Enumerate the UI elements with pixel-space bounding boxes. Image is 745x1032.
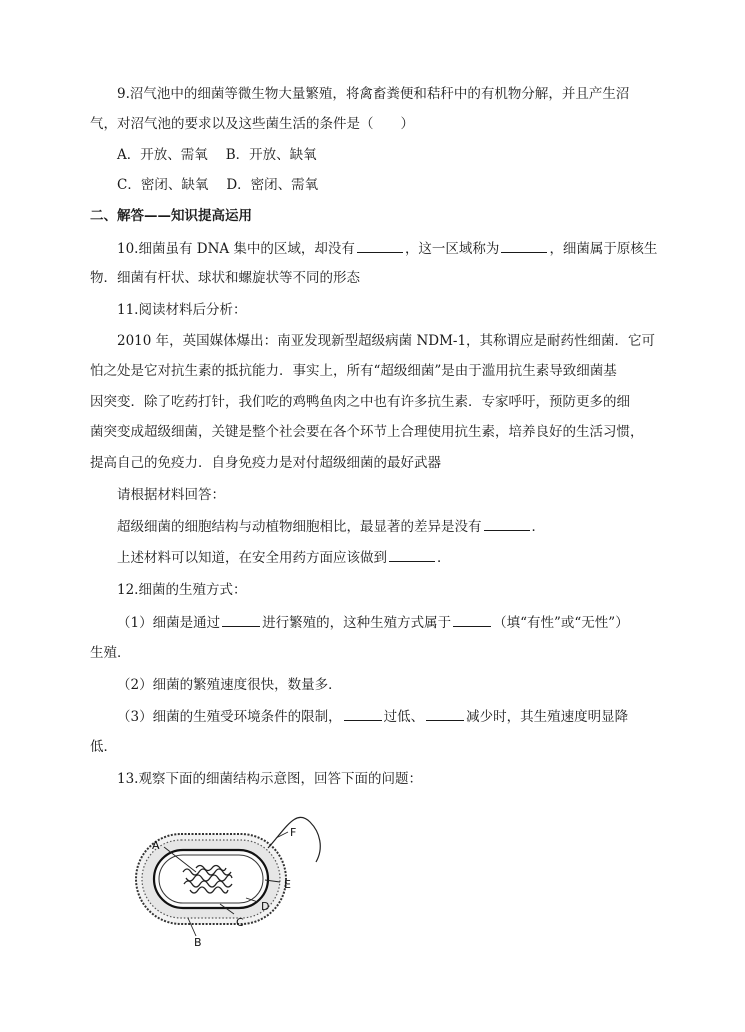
q11-answer-2 xyxy=(117,547,707,568)
leader-line-f xyxy=(276,832,288,838)
q11-ask: 请根据材料回答： xyxy=(117,487,225,503)
q11-material-1: 2010 年，英国媒体爆出：南亚发现新型超级病菌 NDM-1，其称谓应是耐药性细菌．它可 xyxy=(117,333,656,349)
q9-line2: 气，对沼气池的要求以及这些菌生活的条件是（ ） xyxy=(90,116,414,132)
q10-line2: 物．细菌有杆状、球状和螺旋状等不同的形态 xyxy=(90,270,360,286)
q12-blank-1[interactable] xyxy=(222,612,260,627)
bacterium-cell-membrane xyxy=(159,855,263,903)
q10-text-1: 10.细菌虽有 DNA 集中的区域，却没有 xyxy=(117,241,355,257)
q12-blank-2[interactable] xyxy=(453,612,491,627)
label-f: F xyxy=(290,826,297,839)
q10-blank-1[interactable] xyxy=(357,238,403,253)
q12-item-1-text-c: （填“有性”或“无性”） xyxy=(493,615,629,631)
q9-option-d: D．密闭、需氧 xyxy=(226,177,319,193)
q11-material-5: 提高自己的免疫力．自身免疫力是对付超级细菌的最好武器 xyxy=(90,455,441,471)
q11-answer-2-end: ． xyxy=(437,550,451,566)
q12-item-3-text-a: （3）细菌的生殖受环境条件的限制， xyxy=(117,709,342,725)
q12-item-1 xyxy=(117,612,707,633)
q12-item-3-end: 低． xyxy=(90,739,117,755)
q12-item-2: （2）细菌的繁殖速度很快，数量多． xyxy=(117,677,342,693)
q10-line1 xyxy=(117,238,707,259)
q12-item-1-end: 生殖． xyxy=(90,645,131,661)
q11-answer-1 xyxy=(117,516,707,537)
label-e: E xyxy=(284,878,291,891)
label-a: A xyxy=(152,839,160,852)
q11-answer-2-text: 上述材料可以知道，在安全用药方面应该做到 xyxy=(117,550,387,566)
q9-option-b: B．开放、缺氧 xyxy=(225,147,317,163)
q11-blank-1[interactable] xyxy=(484,516,530,531)
q11-title: 11.阅读材料后分析： xyxy=(117,302,247,318)
q9-line1: 9.沼气池中的细菌等微生物大量繁殖，将禽畜粪便和秸秆中的有机物分解，并且产生沼 xyxy=(117,86,630,102)
bacteria-structure-diagram xyxy=(128,800,328,950)
q12-item-1-text-b: 进行繁殖的，这种生殖方式属于 xyxy=(262,615,452,631)
q11-material-3: 因突变．除了吃药打针，我们吃的鸡鸭鱼肉之中也有许多抗生素．专家呼吁，预防更多的细 xyxy=(90,394,630,410)
q13-title: 13.观察下面的细菌结构示意图，回答下面的问题： xyxy=(117,771,422,787)
q12-blank-3[interactable] xyxy=(344,706,382,721)
q12-item-3 xyxy=(117,706,707,727)
q9-options-ab xyxy=(117,145,707,165)
q9-option-c: C．密闭、缺氧 xyxy=(117,177,209,193)
label-d: D xyxy=(261,900,270,913)
q10-blank-2[interactable] xyxy=(501,238,547,253)
q12-title: 12.细菌的生殖方式： xyxy=(117,582,247,598)
q11-answer-1-text: 超级细菌的细胞结构与动植物细胞相比，最显著的差异是没有 xyxy=(117,519,482,535)
q10-text-3: ，细菌属于原核生 xyxy=(549,241,658,257)
q10-text-2: ，这一区域称为 xyxy=(404,241,500,257)
section-2-title: 二、解答——知识提高运用 xyxy=(90,208,252,224)
q11-blank-2[interactable] xyxy=(389,547,435,562)
q9-options-cd xyxy=(117,175,707,195)
q12-blank-4[interactable] xyxy=(426,706,464,721)
q12-item-3-text-c: 减少时，其生殖速度明显降 xyxy=(466,709,629,725)
q12-item-3-text-b: 过低、 xyxy=(383,709,425,725)
q11-answer-1-end: ． xyxy=(531,519,545,535)
q12-item-1-text-a: （1）细菌是通过 xyxy=(117,615,221,631)
q11-material-4: 菌突变成超级细菌，关键是整个社会要在各个环节上合理使用抗生素，培养良好的生活习惯， xyxy=(90,424,644,440)
q11-material-2: 怕之处是它对抗生素的抵抗能力．事实上，所有“超级细菌”是由于滥用抗生素导致细菌基 xyxy=(90,363,617,379)
q9-option-a: A．开放、需氧 xyxy=(117,147,208,163)
label-b: B xyxy=(194,936,202,949)
label-c: C xyxy=(236,916,244,929)
